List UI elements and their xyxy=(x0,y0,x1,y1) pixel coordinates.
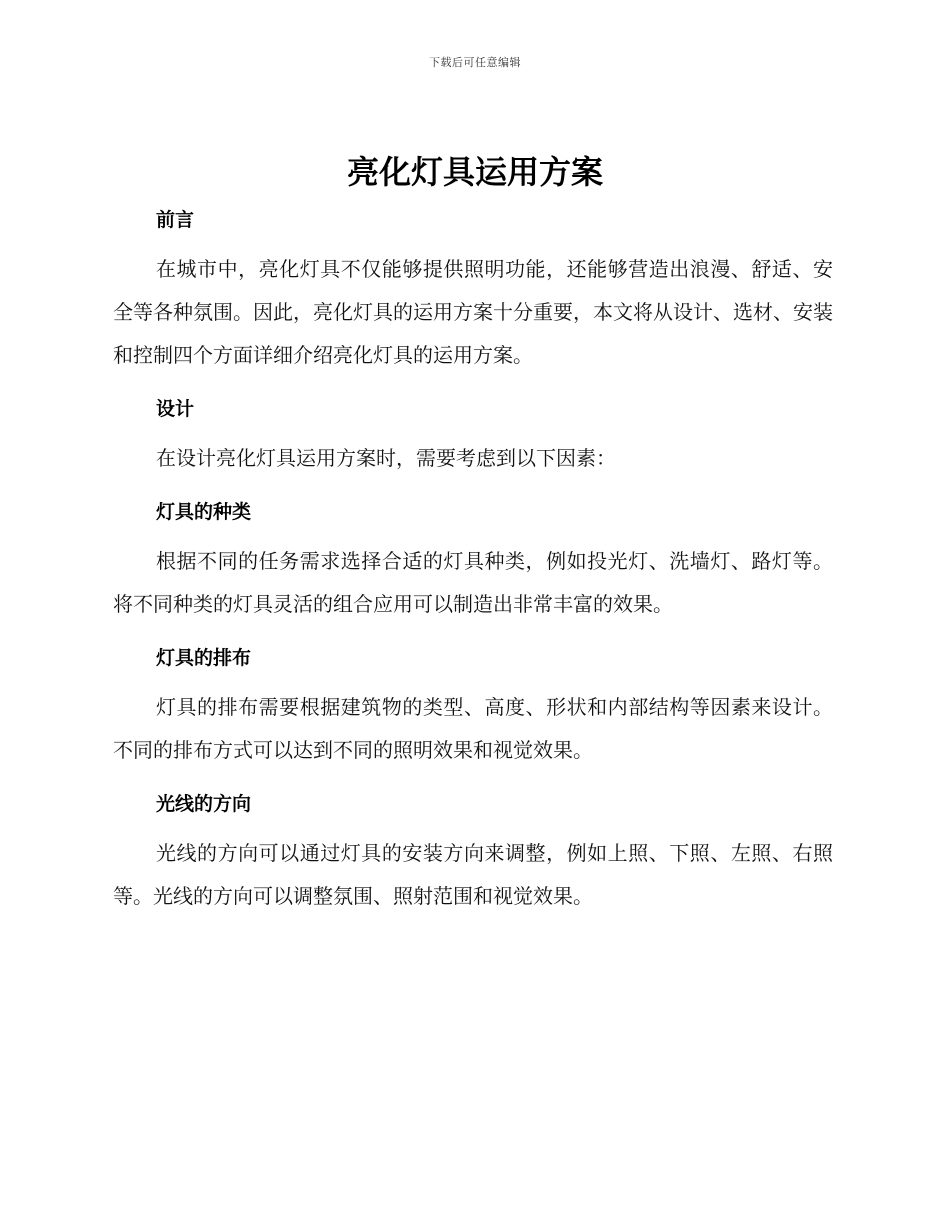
section-preface xyxy=(113,200,833,377)
section-heading: 灯具的种类 xyxy=(156,501,252,523)
document-title: 亮化灯具运用方案 xyxy=(346,153,603,191)
section-paragraph: 光线的方向可以通过灯具的安装方向来调整，例如上照、下照、左照、右照等。光线的方向可以调整氛围、照射范围和视觉效果。 xyxy=(113,841,833,908)
section-heading: 光线的方向 xyxy=(156,793,252,815)
section-paragraph: 在城市中，亮化灯具不仅能够提供照明功能，还能够营造出浪漫、舒适、安全等各种氛围。因此，亮化灯具的运用方案十分重要，本文将从设计、选材、安装和控制四个方面详细介绍亮化灯具的运用方案。 xyxy=(113,257,833,367)
section-heading: 设计 xyxy=(156,398,195,420)
page-header: 下载后可任意编辑 xyxy=(429,56,521,69)
section-paragraph: 灯具的排布需要根据建筑物的类型、高度、形状和内部结构等因素来设计。不同的排布方式可以达到不同的照明效果和视觉效果。 xyxy=(113,695,833,762)
section-paragraph: 在设计亮化灯具运用方案时，需要考虑到以下因素： xyxy=(156,446,616,470)
section-paragraph: 根据不同的任务需求选择合适的灯具种类，例如投光灯、洗墙灯、路灯等。将不同种类的灯具灵活的组合应用可以制造出非常丰富的效果。 xyxy=(113,549,833,616)
document-body xyxy=(113,200,833,918)
section-light-direction xyxy=(113,784,833,918)
section-fixture-types xyxy=(113,492,833,626)
section-heading: 前言 xyxy=(156,209,195,231)
section-heading: 灯具的排布 xyxy=(156,647,252,669)
section-design xyxy=(113,389,833,480)
section-fixture-layout xyxy=(113,638,833,772)
